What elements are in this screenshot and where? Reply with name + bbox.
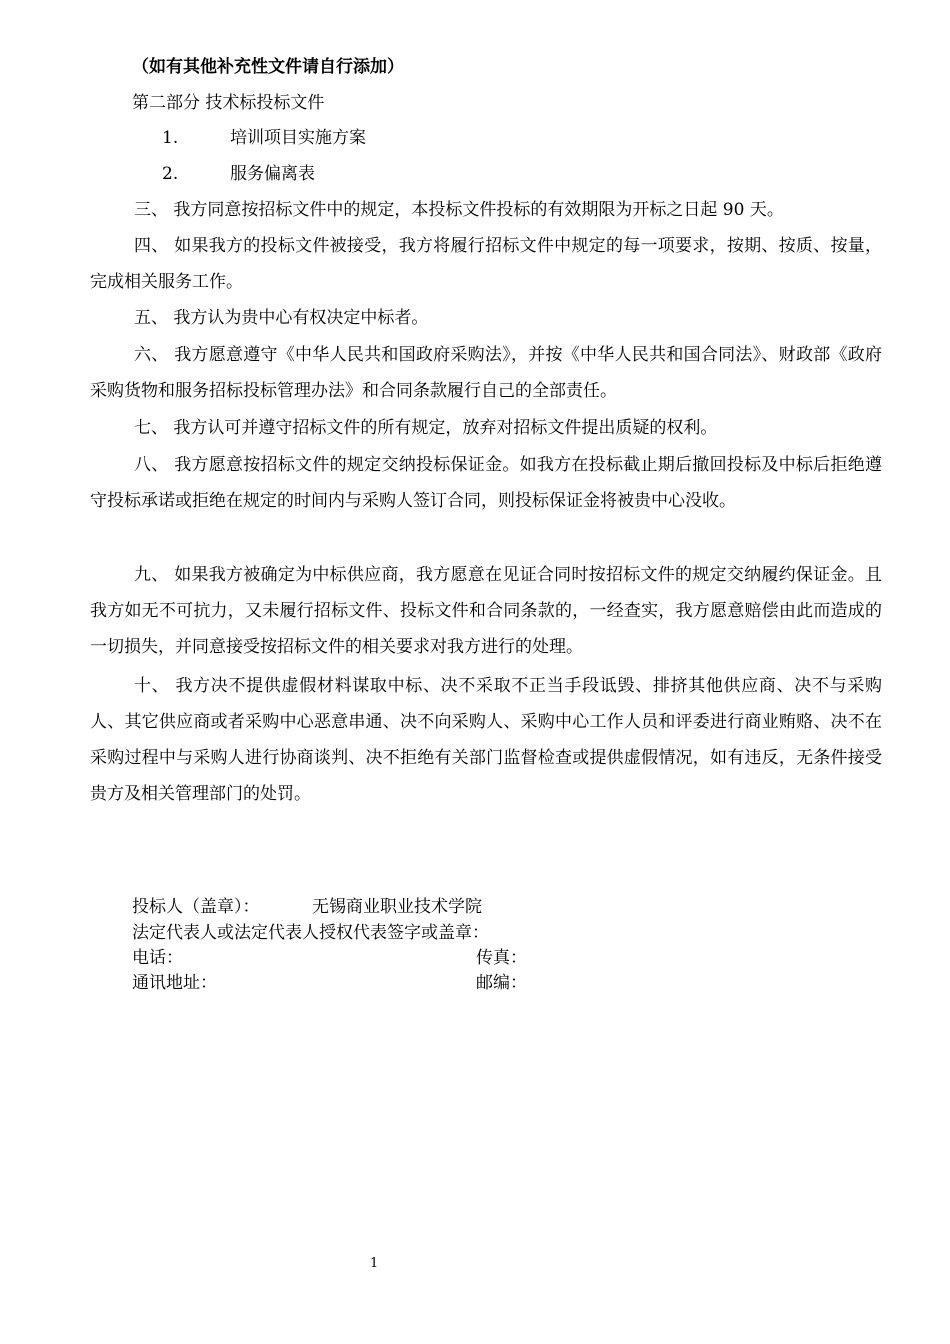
address-label: 通讯地址：	[132, 973, 217, 993]
representative-signature-label: 法定代表人或法定代表人授权代表签字或盖章：	[132, 923, 489, 943]
part2-item-2-number: 2.	[162, 164, 179, 184]
clause-10: 十、 我方决不提供虚假材料谋取中标、决不采取不正当手段诋毁、排挤其他供应商、决不与采购人、其它供应商或者采购中心恶意串通、决不向采购人、采购中心工作人员和评委进行商业贿赂、决不在采购过程中与采购人进行协商谈判、决不拒绝有关部门监督检查或提供虚假情况，如有违反，无条件接受贵方及相关管理部门的处罚。	[90, 676, 882, 804]
clause-5: 五、 我方认为贵中心有权决定中标者。	[134, 308, 429, 328]
clause-3: 三、 我方同意按招标文件中的规定，本投标文件投标的有效期限为开标之日起 90 天。	[134, 200, 784, 220]
clause-7: 七、 我方认可并遵守招标文件的所有规定，放弃对招标文件提出质疑的权利。	[134, 418, 718, 438]
clause-6: 六、 我方愿意遵守《中华人民共和国政府采购法》，并按《中华人民共和国合同法》、财政部《政府采购货物和服务招标投标管理办法》和合同条款履行自己的全部责任。	[90, 345, 882, 401]
bidder-label: 投标人（盖章）：	[132, 897, 260, 917]
supplementary-note: （如有其他补充性文件请自行添加）	[132, 57, 404, 77]
fax-label: 传真：	[476, 948, 527, 968]
part2-item-1-text: 培训项目实施方案	[230, 128, 366, 148]
clause-8: 八、 我方愿意按招标文件的规定交纳投标保证金。如我方在投标截止期后撤回投标及中标后拒绝遵守投标承诺或拒绝在规定的时间内与采购人签订合同，则投标保证金将被贵中心没收。	[90, 455, 882, 511]
page-number: 1	[370, 1256, 379, 1271]
clause-9: 九、 如果我方被确定为中标供应商，我方愿意在见证合同时按招标文件的规定交纳履约保证金。且我方如无不可抗力，又未履行招标文件、投标文件和合同条款的，一经查实，我方愿意赔偿由此而造成的一切损失，并同意接受按招标文件的相关要求对我方进行的处理。	[90, 565, 882, 657]
phone-label: 电话：	[132, 948, 183, 968]
part2-item-2-text: 服务偏离表	[230, 164, 315, 184]
clause-4: 四、 如果我方的投标文件被接受，我方将履行招标文件中规定的每一项要求，按期、按质、按量，完成相关服务工作。	[90, 236, 882, 292]
postcode-label: 邮编：	[476, 973, 527, 993]
part2-item-1-number: 1.	[162, 128, 179, 148]
part2-title: 第二部分 技术标投标文件	[132, 93, 325, 113]
bidder-name: 无锡商业职业技术学院	[312, 897, 482, 917]
